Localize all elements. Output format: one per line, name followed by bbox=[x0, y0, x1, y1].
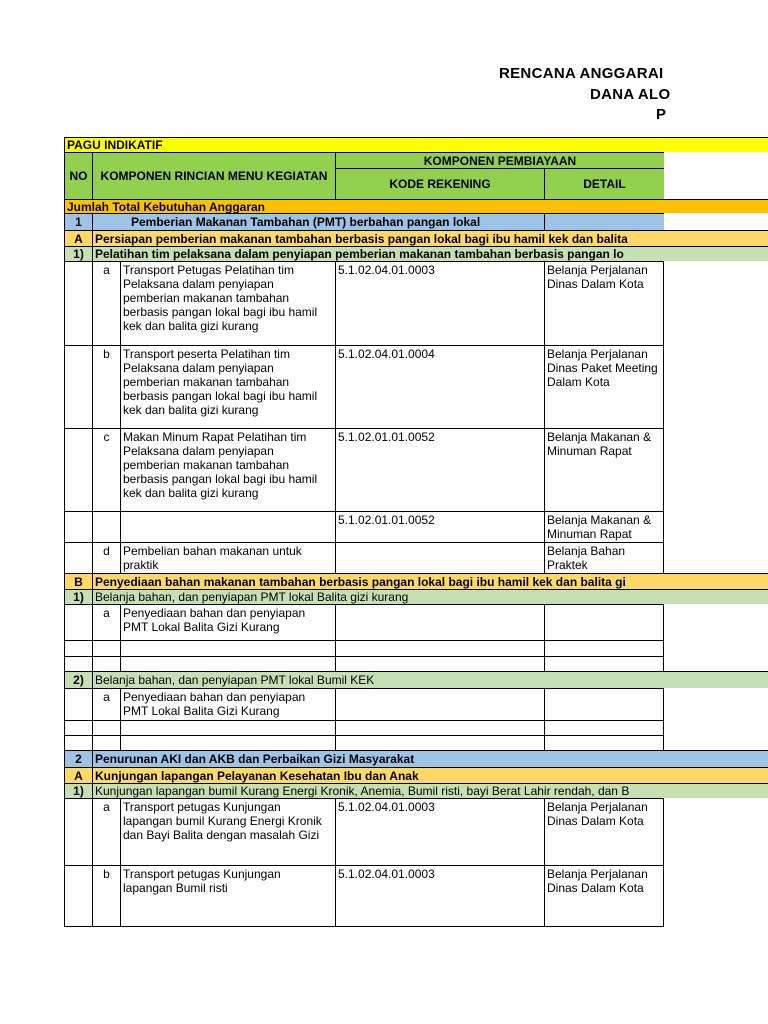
item-desc: Penyediaan bahan dan penyiapan PMT Lokal Balita Gizi Kurang bbox=[120, 604, 335, 640]
table-row bbox=[64, 720, 768, 735]
item-letter: a bbox=[92, 261, 120, 345]
table-row bbox=[64, 542, 768, 573]
activity-no: 1) bbox=[64, 589, 92, 604]
subsection-title: Persiapan pemberian makanan tambahan berbasis pangan lokal bagi ibu hamil kek dan balita bbox=[92, 230, 768, 246]
item-kode: 5.1.02.04.01.0004 bbox=[335, 345, 544, 428]
subsection-title: Kunjungan lapangan Pelayanan Kesehatan Ibu dan Anak bbox=[92, 767, 768, 783]
item-detail: Belanja Makanan & Minuman Rapat bbox=[544, 428, 664, 511]
item-kode: 5.1.02.04.01.0003 bbox=[335, 865, 544, 927]
page-title-line-3: P bbox=[656, 106, 667, 123]
section-title: Pemberian Makanan Tambahan (PMT) berbahan pangan lokal bbox=[92, 213, 544, 230]
activity-no: 2) bbox=[64, 671, 92, 688]
table-row bbox=[64, 656, 768, 671]
item-detail: Belanja Bahan Praktek bbox=[544, 542, 664, 573]
activity-title: Kunjungan lapangan bumil Kurang Energi Kronik, Anemia, Bumil risti, bayi Berat Lahir rendah, dan B bbox=[92, 783, 768, 798]
subsection-no: A bbox=[64, 767, 92, 783]
activity-title: Belanja bahan, dan penyiapan PMT lokal Balita gizi kurang bbox=[92, 589, 768, 604]
item-detail: Belanja Perjalanan Dinas Dalam Kota bbox=[544, 865, 664, 927]
item-detail: Belanja Perjalanan Dinas Dalam Kota bbox=[544, 798, 664, 865]
jumlah-label: Jumlah Total Kebutuhan Anggaran bbox=[64, 199, 768, 213]
col-header-pembiayaan: KOMPONEN PEMBIAYAAN bbox=[335, 152, 664, 168]
item-detail: Belanja Perjalanan Dinas Dalam Kota bbox=[544, 261, 664, 345]
item-letter: d bbox=[92, 542, 120, 573]
col-header-komponen: KOMPONEN RINCIAN MENU KEGIATAN bbox=[92, 152, 335, 199]
activity-title: Belanja bahan, dan penyiapan PMT lokal Bumil KEK bbox=[92, 671, 768, 688]
activity-row bbox=[64, 246, 768, 261]
section-row bbox=[64, 750, 768, 767]
subsection-row bbox=[64, 767, 768, 783]
activity-row bbox=[64, 783, 768, 798]
table-row bbox=[64, 688, 768, 720]
table-row bbox=[64, 428, 768, 511]
subsection-no: A bbox=[64, 230, 92, 246]
item-letter: a bbox=[92, 604, 120, 640]
table-header bbox=[64, 152, 768, 199]
col-header-detail: DETAIL bbox=[544, 168, 664, 199]
table-row bbox=[64, 345, 768, 428]
section-title: Penurunan AKI dan AKB dan Perbaikan Gizi Masyarakat bbox=[92, 750, 768, 767]
col-header-kode: KODE REKENING bbox=[335, 168, 544, 199]
section-no: 2 bbox=[64, 750, 92, 767]
pagu-row bbox=[64, 137, 768, 152]
col-header-no: NO bbox=[64, 152, 92, 199]
activity-no: 1) bbox=[64, 783, 92, 798]
section-row bbox=[64, 213, 768, 230]
item-letter: a bbox=[92, 798, 120, 865]
table-row bbox=[64, 640, 768, 656]
subsection-row bbox=[64, 573, 768, 589]
budget-table bbox=[64, 137, 768, 927]
jumlah-row bbox=[64, 199, 768, 213]
item-letter: c bbox=[92, 428, 120, 511]
activity-row bbox=[64, 589, 768, 604]
pagu-label: PAGU INDIKATIF bbox=[64, 137, 768, 152]
item-kode: 5.1.02.04.01.0003 bbox=[335, 261, 544, 345]
item-desc: Transport peserta Pelatihan tim Pelaksana dalam penyiapan pemberian makanan tambahan berbasis pangan lokal bagi ibu hamil kek dan balita gizi kurang bbox=[120, 345, 335, 428]
item-kode: 5.1.02.01.01.0052 bbox=[335, 511, 544, 542]
section-no: 1 bbox=[64, 213, 92, 230]
table-row bbox=[64, 604, 768, 640]
activity-row bbox=[64, 671, 768, 688]
item-detail: Belanja Perjalanan Dinas Paket Meeting Dalam Kota bbox=[544, 345, 664, 428]
table-row bbox=[64, 735, 768, 750]
item-desc: Penyediaan bahan dan penyiapan PMT Lokal Balita Gizi Kurang bbox=[120, 688, 335, 720]
table-row bbox=[64, 798, 768, 865]
item-letter: a bbox=[92, 688, 120, 720]
subsection-no: B bbox=[64, 573, 92, 589]
item-detail: Belanja Makanan & Minuman Rapat bbox=[544, 511, 664, 542]
subsection-title: Penyediaan bahan makanan tambahan berbasis pangan lokal bagi ibu hamil kek dan balita gi bbox=[92, 573, 768, 589]
subsection-row bbox=[64, 230, 768, 246]
item-kode: 5.1.02.04.01.0003 bbox=[335, 798, 544, 865]
item-letter: b bbox=[92, 345, 120, 428]
activity-no: 1) bbox=[64, 246, 92, 261]
item-desc: Makan Minum Rapat Pelatihan tim Pelaksana dalam penyiapan pemberian makanan tambahan berbasis pangan lokal bagi ibu hamil kek dan balita gizi kurang bbox=[120, 428, 335, 511]
item-letter: b bbox=[92, 865, 120, 927]
table-row bbox=[64, 511, 768, 542]
item-desc: Transport Petugas Pelatihan tim Pelaksana dalam penyiapan pemberian makanan tambahan berbasis pangan lokal bagi ibu hamil kek dan balita gizi kurang bbox=[120, 261, 335, 345]
item-desc: Pembelian bahan makanan untuk praktik bbox=[120, 542, 335, 573]
item-desc: Transport petugas Kunjungan lapangan bumil Kurang Energi Kronik dan Bayi Balita dengan masalah Gizi bbox=[120, 798, 335, 865]
item-desc: Transport petugas Kunjungan lapangan Bumil risti bbox=[120, 865, 335, 927]
page-title-line-2: DANA ALO bbox=[590, 86, 671, 103]
table-row bbox=[64, 865, 768, 927]
activity-title: Pelatihan tim pelaksana dalam penyiapan pemberian makanan tambahan berbasis pangan lo bbox=[92, 246, 768, 261]
item-kode: 5.1.02.01.01.0052 bbox=[335, 428, 544, 511]
table-row bbox=[64, 261, 768, 345]
page-title-line-1: RENCANA ANGGARAI bbox=[499, 65, 664, 82]
